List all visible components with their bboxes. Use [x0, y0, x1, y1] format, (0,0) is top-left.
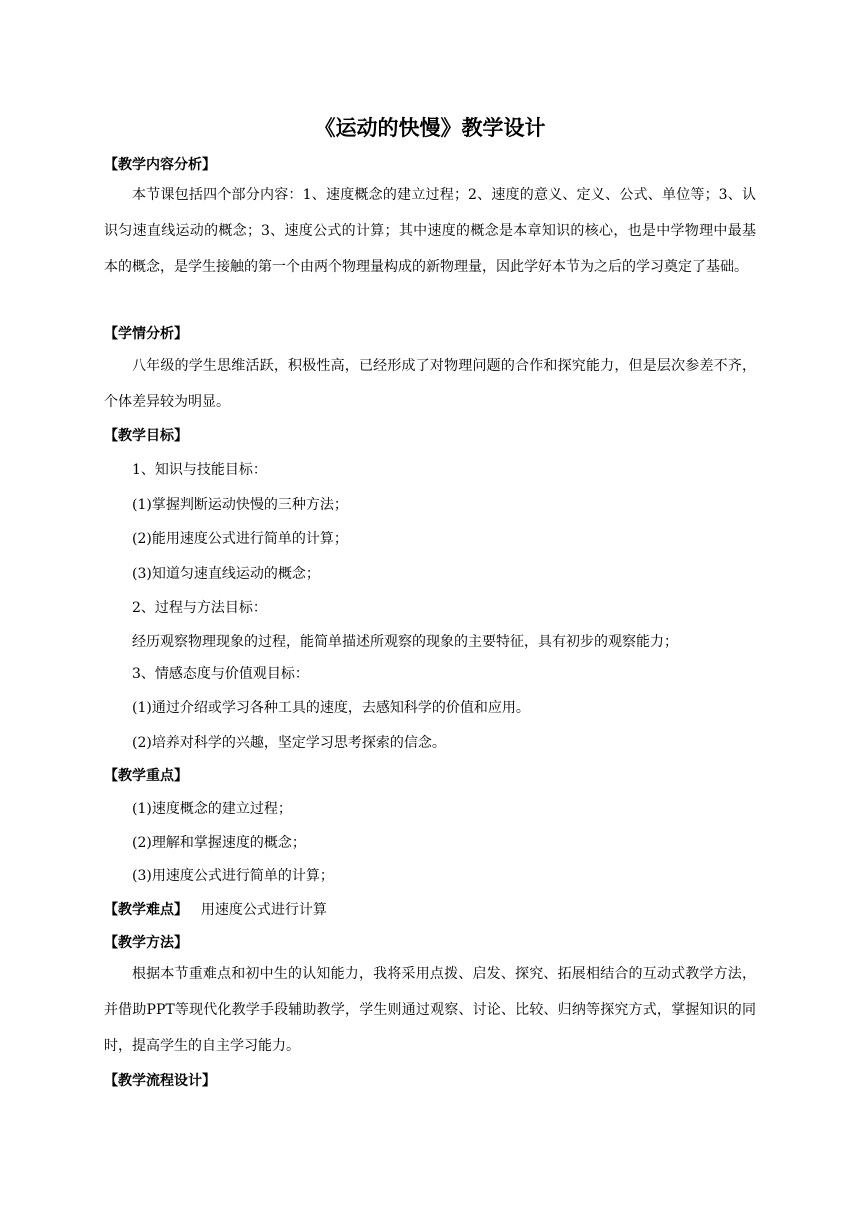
objective-line: 3、情感态度与价值观目标： [132, 666, 309, 682]
heading-difficulties [104, 900, 327, 920]
page-title: 《运动的快慢》教学设计 [314, 116, 546, 140]
objective-line: (1)掌握判断运动快慢的三种方法； [132, 497, 348, 513]
heading-methods: 【教学方法】 [104, 935, 188, 951]
key-point-line: (3)用速度公式进行简单的计算； [132, 868, 334, 884]
objective-line: (2)培养对科学的兴趣，坚定学习思考探索的信念。 [132, 735, 446, 751]
objective-line: 1、知识与技能目标： [132, 462, 267, 478]
paragraph-methods: 根据本节重难点和初中生的认知能力，我将采用点拨、启发、探究、拓展相结合的互动式教学方法，并借助PPT等现代化教学手段辅助教学，学生则通过观察、讨论、比较、归纳等探究方式，掌握知识的同时，提高学生的自主学习能力。 [104, 966, 756, 1054]
objective-line: (2)能用速度公式进行简单的计算； [132, 531, 348, 547]
heading-objectives: 【教学目标】 [104, 428, 188, 444]
heading-content-analysis: 【教学内容分析】 [104, 157, 216, 173]
difficulties-label: 【教学难点】 [104, 902, 188, 918]
objective-line: 经历观察物理现象的过程，能简单描述所观察的现象的主要特征，具有初步的观察能力； [132, 634, 678, 650]
key-point-line: (1)速度概念的建立过程； [132, 801, 292, 817]
heading-process: 【教学流程设计】 [104, 1073, 216, 1089]
heading-student-analysis: 【学情分析】 [104, 326, 188, 342]
difficulties-text: 用速度公式进行计算 [200, 902, 327, 918]
objective-line: (3)知道匀速直线运动的概念； [132, 566, 320, 582]
paragraph-content-analysis: 本节课包括四个部分内容：1、速度概念的建立过程；2、速度的意义、定义、公式、单位等；3、认识匀速直线运动的概念；3、速度公式的计算；其中速度的概念是本章知识的核心，也是中学物理中最基本的概念，是学生接触的第一个由两个物理量构成的新物理量，因此学好本节为之后的学习奠定了基础。 [104, 187, 756, 275]
objective-line: 2、过程与方法目标： [132, 600, 267, 616]
paragraph-student-analysis: 八年级的学生思维活跃，积极性高，已经形成了对物理问题的合作和探究能力，但是层次参差不齐，个体差异较为明显。 [104, 358, 756, 410]
objective-line: (1)通过介绍或学习各种工具的速度，去感知科学的价值和应用。 [132, 700, 530, 716]
heading-key-points: 【教学重点】 [104, 768, 188, 784]
key-point-line: (2)理解和掌握速度的概念； [132, 835, 306, 851]
